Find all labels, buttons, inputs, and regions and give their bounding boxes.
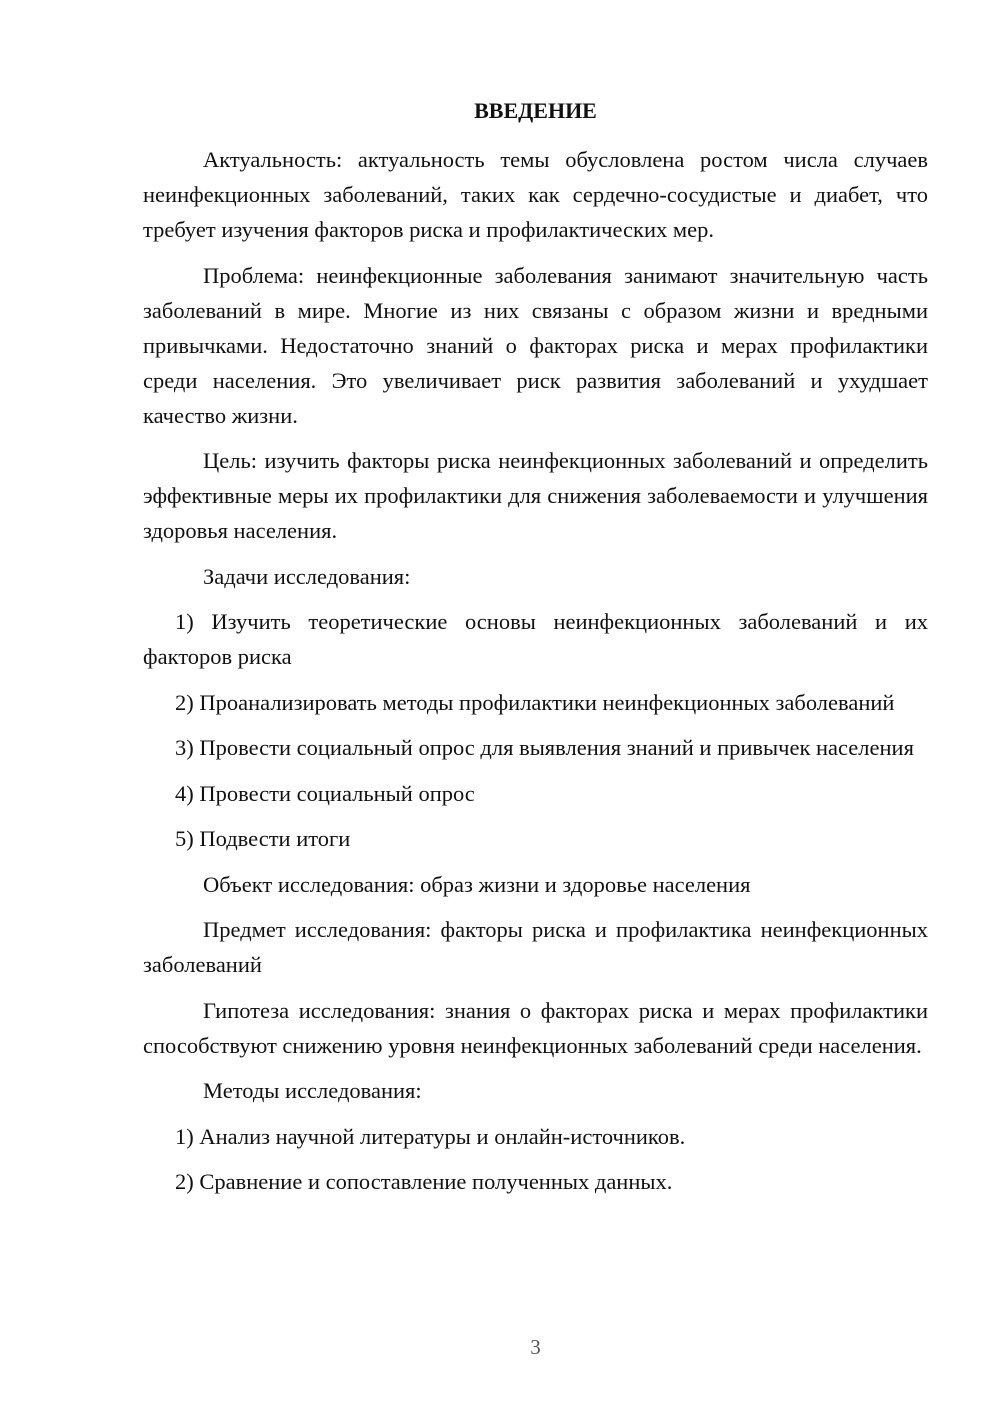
task-item-5: 5) Подвести итоги: [175, 826, 351, 851]
paragraph-hypothesis: Гипотеза исследования: знания о факторах риска и мерах профилактики способствуют снижению уровня неинфекционных заболеваний среди населения.: [143, 997, 928, 1058]
task-item-2: 2) Проанализировать методы профилактики неинфекционных заболеваний: [175, 689, 895, 715]
paragraph-problem: Проблема: неинфекционные заболевания занимают значительную часть заболеваний в мире. Многие из них связаны с образом жизни и вредными привычками. Недостаточно знаний о факторах риска и мерах профилактики среди населения. Это увеличивает риск развития заболеваний и ухудшает качество жизни.: [143, 262, 928, 428]
task-item-4: 4) Провести социальный опрос: [175, 780, 475, 806]
page-number: 3: [530, 1335, 541, 1359]
document-body: [143, 142, 928, 1210]
paragraph-object: Объект исследования: образ жизни и здоровье населения: [203, 871, 751, 897]
method-item-2: 2) Сравнение и сопоставление полученных данных.: [175, 1169, 673, 1194]
tasks-heading: Задачи исследования:: [203, 563, 411, 589]
methods-heading: Методы исследования:: [203, 1078, 422, 1103]
task-item-1: 1) Изучить теоретические основы неинфекционных заболеваний и их факторов риска: [143, 609, 928, 669]
paragraph-goal: Цель: изучить факторы риска неинфекционных заболеваний и определить эффективные меры их профилактики для снижения заболеваемости и улучшения здоровья населения.: [143, 448, 928, 543]
page-title: ВВЕДЕНИЕ: [474, 98, 597, 123]
task-item-3: 3) Провести социальный опрос для выявления знаний и привычек населения: [175, 735, 914, 760]
document-page: [143, 0, 928, 1414]
method-item-1: 1) Анализ научной литературы и онлайн-источников.: [175, 1123, 686, 1149]
paragraph-relevance: Актуальность: актуальность темы обусловлена ростом числа случаев неинфекционных заболеваний, таких как сердечно-сосудистые и диабет, что требует изучения факторов риска и профилактических мер.: [143, 147, 928, 242]
paragraph-subject: Предмет исследования: факторы риска и профилактика неинфекционных заболеваний: [143, 917, 928, 977]
